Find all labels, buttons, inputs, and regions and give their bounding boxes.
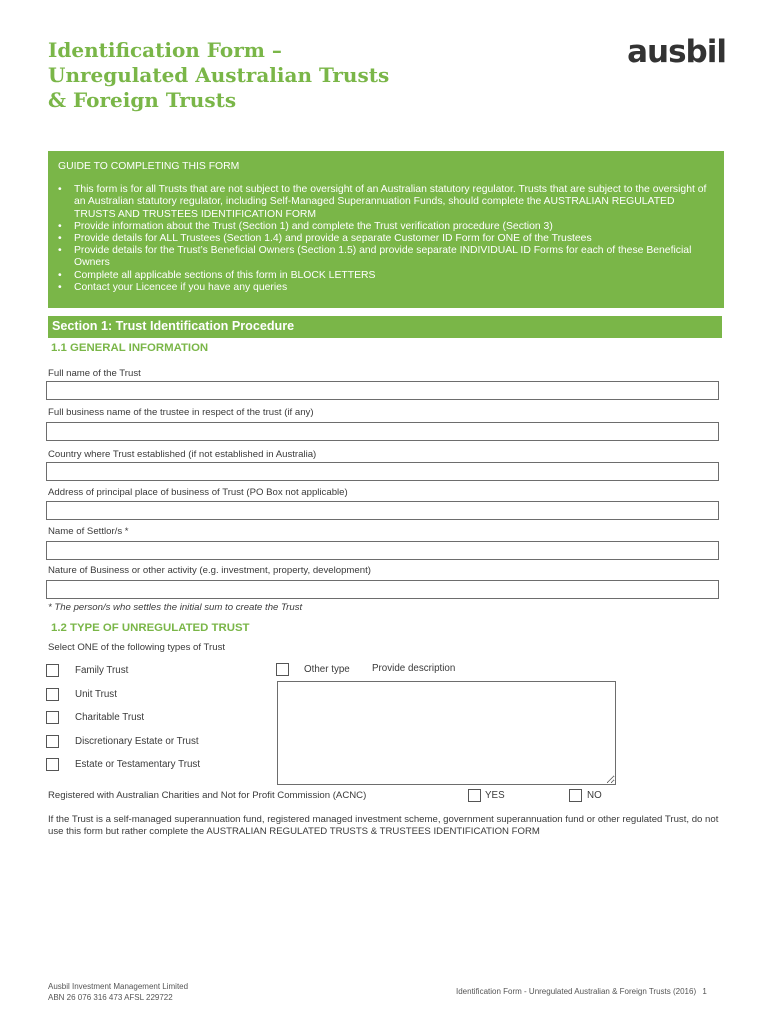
country-established-label: Country where Trust established (if not established in Australia) (48, 449, 317, 460)
footer-company-name: Ausbil Investment Management Limited (48, 982, 189, 991)
unit-trust-label: Unit Trust (75, 689, 117, 700)
footer-form-title: Identification Form - Unregulated Australian & Foreign Trusts (2016) (456, 987, 697, 996)
guide-item-text: Provide details for ALL Trustees (Section 1.4) and provide a separate Customer ID Form for ONE of the Trustees (74, 233, 592, 245)
footer-company (48, 981, 188, 1003)
nature-of-business-label: Nature of Business or other activity (e.g. investment, property, development) (48, 565, 371, 576)
acnc-yes-checkbox[interactable] (468, 789, 481, 802)
family-trust-checkbox[interactable] (46, 664, 59, 677)
trust-name-field[interactable] (46, 381, 719, 400)
trust-type-instruction: Select ONE of the following types of Trust (48, 642, 226, 653)
trustee-business-name-field[interactable] (46, 422, 719, 441)
testamentary-trust-checkbox[interactable] (46, 758, 59, 771)
country-established-field[interactable] (46, 462, 719, 481)
settlor-name-field[interactable] (46, 541, 719, 560)
acnc-yes-label: YES (485, 790, 505, 801)
bullet-icon: • (58, 184, 62, 196)
guide-list (58, 184, 714, 294)
charitable-trust-label: Charitable Trust (75, 712, 145, 723)
provide-description-label: Provide description (372, 663, 456, 674)
guide-item-text: Contact your Licencee if you have any queries (74, 281, 288, 293)
guide-heading: GUIDE TO COMPLETING THIS FORM (58, 161, 240, 172)
guide-box (48, 151, 724, 308)
footer-abn: ABN 26 076 316 473 AFSL 229722 (48, 993, 173, 1002)
form-title-line-3: & Foreign Trusts (48, 88, 237, 112)
guide-item (58, 233, 714, 245)
bullet-icon: • (58, 233, 62, 245)
footer-page-number: 1 (702, 987, 707, 996)
family-trust-label: Family Trust (75, 665, 129, 676)
form-title-line-2: Unregulated Australian Trusts (48, 63, 390, 87)
bullet-icon: • (58, 245, 62, 257)
other-type-description-field[interactable] (277, 681, 616, 785)
guide-item (58, 270, 714, 282)
form-title (48, 38, 389, 113)
ausbil-logo: ausbil (627, 34, 726, 70)
regulated-trust-note: If the Trust is a self-managed superannuation fund, registered managed investment scheme, government superannuation fund or other regulated Trust, do not use this form but rather complete the AUSTRALIAN REGULATED TRUSTS & TRUSTEES IDENTIFICATION FORM (48, 814, 719, 837)
settlor-name-label: Name of Settlor/s * (48, 526, 129, 537)
guide-item (58, 245, 714, 269)
trust-name-label: Full name of the Trust (48, 368, 141, 379)
trustee-business-name-label: Full business name of the trustee in respect of the trust (if any) (48, 407, 314, 418)
guide-item-text: Provide details for the Trust’s Beneficial Owners (Section 1.5) and provide separate INDIVIDUAL ID Forms for each of these Beneficial Owners (74, 245, 692, 269)
acnc-no-label: NO (587, 790, 602, 801)
principal-address-label: Address of principal place of business of Trust (PO Box not applicable) (48, 487, 348, 498)
footer-form-info (456, 987, 707, 996)
acnc-no-checkbox[interactable] (569, 789, 582, 802)
principal-address-field[interactable] (46, 501, 719, 520)
acnc-question: Registered with Australian Charities and Not for Profit Commission (ACNC) (48, 790, 367, 801)
guide-item-text: This form is for all Trusts that are not subject to the oversight of an Australian statutory regulator. Trusts that are subject to the oversight of an Australian statutory regulator, including Self-Managed Superannuation Funds, should complete the AUSTRALIAN REGULATED TRUSTS AND TRUSTEES IDENTIFICATION FORM (74, 184, 707, 220)
trust-type-heading: 1.2 TYPE OF UNREGULATED TRUST (51, 622, 250, 634)
section-1-header: Section 1: Trust Identification Procedure (48, 316, 722, 338)
guide-item-text: Complete all applicable sections of this form in BLOCK LETTERS (74, 269, 376, 281)
settlor-footnote: * The person/s who settles the initial sum to create the Trust (48, 602, 303, 613)
guide-item (58, 184, 714, 221)
nature-of-business-field[interactable] (46, 580, 719, 599)
testamentary-trust-label: Estate or Testamentary Trust (75, 759, 201, 770)
guide-item (58, 221, 714, 233)
other-type-label: Other type (304, 664, 350, 675)
guide-item (58, 282, 714, 294)
discretionary-trust-label: Discretionary Estate or Trust (75, 736, 199, 747)
unit-trust-checkbox[interactable] (46, 688, 59, 701)
other-type-checkbox[interactable] (276, 663, 289, 676)
guide-item-text: Provide information about the Trust (Section 1) and complete the Trust verification procedure (Section 3) (74, 220, 553, 232)
bullet-icon: • (58, 220, 62, 232)
bullet-icon: • (58, 269, 62, 281)
charitable-trust-checkbox[interactable] (46, 711, 59, 724)
bullet-icon: • (58, 281, 62, 293)
general-information-heading: 1.1 GENERAL INFORMATION (51, 342, 209, 354)
discretionary-trust-checkbox[interactable] (46, 735, 59, 748)
form-title-line-1: Identification Form – (48, 38, 282, 62)
